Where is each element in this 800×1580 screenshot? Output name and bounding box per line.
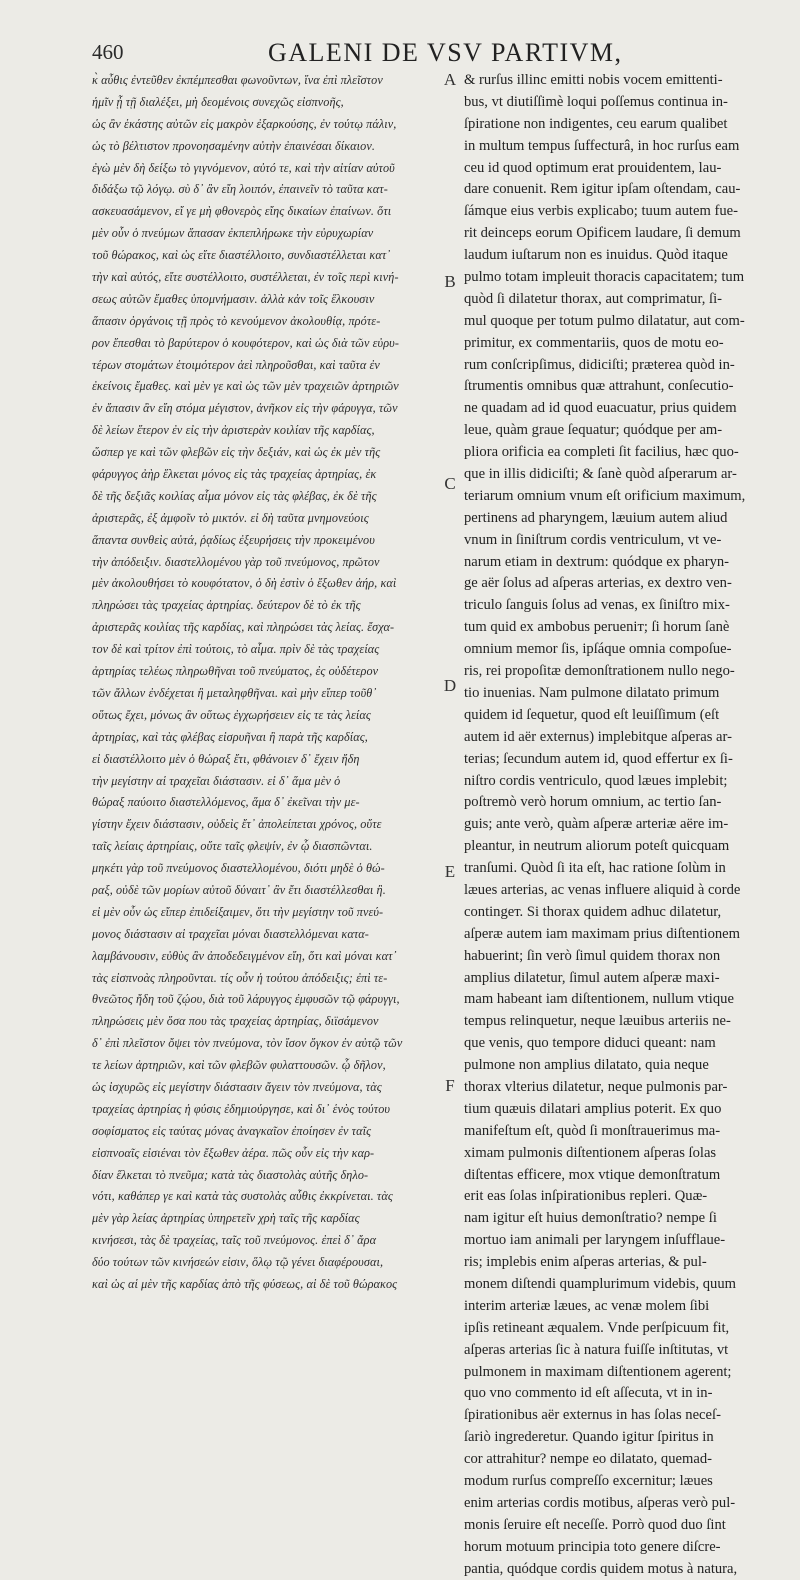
greek-text-line: λαμβάνουσιν, εὐθὺς ἂν ἀποδεδειγμένον εἴη, ὅτι καὶ μόναι κατ᾽ (92, 948, 397, 963)
latin-text-line: ge aër ſolus ad aſperas arterias, ex dextro ven- (464, 575, 732, 592)
greek-text-line: πληρώσεις μὲν ὅσα που τὰς τραχείας ἀρτηρίας, διϊσάμενον (92, 1014, 379, 1029)
greek-text-line: τὴν μεγίστην αἱ τραχεῖαι διάστασιν. εἰ δ᾽ ἅμα μὲν ὁ (92, 773, 341, 788)
greek-text-line: τὰς εἰσπνοὰς πληροῦνται. τίς οὖν ἡ τούτου ἀπόδειξις; ἐπὶ τε- (92, 970, 388, 985)
latin-text-line: pantia, quódque cordis quidem motus à natura, (464, 1560, 738, 1577)
latin-text-line: pulmo totam impleuit thoracis capacitatem; tum (464, 269, 745, 286)
running-title: GALENI DE VSV PARTIVM, (268, 38, 623, 67)
greek-text-line: τε λείων ἀρτηριῶν, καὶ τῶν φλεβῶν φυλαττουσῶν. ᾧ δῆλον, (92, 1058, 386, 1073)
greek-text-line: ραξ, οὐδὲ τῶν μορίων αὐτοῦ δύναιτ᾽ ἂν ἔτι διαστέλλεσθαι ἢ. (92, 882, 386, 897)
latin-text-line: niſtro cordis ventriculo, quod læues implebit; (464, 772, 728, 789)
greek-text-line: δ᾽ ἐπὶ πλεῖστον ὄψει τὸν πνεύμονα, τὸν ἴσον ὄγκον ἐν αὐτῷ τῶν (92, 1036, 403, 1051)
greek-text-line: μηκέτι γὰρ τοῦ πνεύμονος διαστελλομένου, διότι μηδὲ ὁ θώ- (92, 861, 385, 876)
margin-letter-d: D (443, 676, 457, 695)
greek-text-line: εἰσπνοαῖς εἰσιέναι τὸν ἔξωθεν ἀέρα. πῶς οὖν εἰς τὴν καρ- (92, 1145, 375, 1160)
greek-text-line: ταῖς λείαις ἀρτηρίαις, οὔτε ταῖς φλεψίν, ἐν ᾧ διασπῶνται. (92, 839, 373, 854)
greek-text-line: τοῦ θώρακος, καὶ ὡς εἴτε διαστέλλοιτο, συνδιαστέλλεται κατ᾽ (92, 248, 391, 263)
latin-text-line: poſtremò verò horum omnium, ac tertio ſan- (464, 794, 722, 811)
latin-text-line: tium quæuis dilatari amplius poterit. Ex quo (464, 1100, 722, 1117)
latin-text-line: amplius dilatetur, ſimul autem aſperæ maxi- (464, 969, 720, 986)
latin-text-line: monem diſtendi quamplurimum videbis, quum (464, 1275, 736, 1292)
latin-text-line: interim arteriæ læues, ac venæ molem ſibi (464, 1297, 710, 1314)
latin-text-line: mam habeant iam diſtentionem, nullum vtique (464, 991, 734, 1008)
latin-text-line: vnum in ſiniſtrum cordis ventriculum, vt ve- (464, 531, 722, 548)
latin-text-line: modum rurſus compreſſo excernitur; læues (464, 1473, 713, 1489)
greek-text-line: μονος διάστασιν αἱ τραχεῖαι μόναι διαστελλόμεναι κατα- (92, 926, 369, 941)
latin-text-line: ris; implebis enim aſperas arterias, & pul- (464, 1254, 707, 1271)
greek-text-line: ρον ἕπεσθαι τὸ βαρύτερον ὁ κουφότερον, καὶ ὡς διὰ τῶν εὐρυ- (92, 335, 400, 350)
latin-text-line: aſperas arterias ſic à natura fuiſſe inſtitutas, vt (464, 1341, 729, 1358)
greek-text-line: πληρώσει τὰς τραχείας ἀρτηρίας. δεύτερον δὲ τὸ ἐκ τῆς (92, 598, 361, 613)
latin-text-line: pleantur, in neutrum aliorum poteſt quicquam (464, 838, 730, 855)
latin-text-line: primitur, ex commentariis, quos de motu eo- (464, 334, 724, 351)
margin-letter-e: E (444, 862, 456, 881)
latin-text-line: horum motuum principia toto genere diſcre- (464, 1538, 721, 1555)
latin-text-line: thorax vlterius dilatetur, neque pulmonis par- (464, 1078, 728, 1095)
latin-text-line: quòd ſi dilatetur thorax, aut comprimatur, ſi- (464, 290, 722, 307)
latin-text-line: diſtentas efficere, mox vtique demonſtratum (464, 1166, 721, 1183)
latin-text-line: leue, quàm graue ſequatur; quódque per am- (464, 422, 723, 439)
margin-letter-c: C (444, 474, 456, 493)
latin-text-line: tum quid ex ambobus perueniт; ſi horum ſanè (464, 619, 730, 636)
greek-text-line: σεως αὐτῶν ἔμαθες ὑπομνήμασιν. ἀλλὰ κἀν τοῖς ἕλκουσιν (92, 291, 375, 306)
greek-text-line: ἀριστερᾶς κοιλίας τῆς καρδίας, καὶ πληρώσει τὰς λείας. ἔσχα- (92, 620, 395, 635)
greek-text-line: τον δὲ καὶ τρίτον ἐπὶ τούτοις, τὸ αἷμα. πρὶν δὲ τὰς τραχείας (92, 642, 380, 657)
latin-text-line: erit eas ſolas inſpirationibus repleri. Quæ- (464, 1188, 708, 1205)
greek-text-column (92, 70, 436, 1296)
greek-text-line: κ̀ αὖθις ἐντεῦθεν ἐκπέμπεσθαι φωνοῦντων, ἵνα ἐπὶ πλεῖστον (92, 73, 383, 87)
greek-text-line: ἀρτηρίας τελέως πληρωθῆναι τοῦ πνεύματος, ἐς οὐδέτερον (92, 664, 379, 679)
latin-text-line: & rurſus illinc emitti nobis vocem emittenti- (464, 72, 723, 88)
greek-text-line: δύο τούτων τῶν κινήσεών εἰσιν, ὅλῳ τῷ γένει διαφέρουσαι, (92, 1255, 384, 1270)
greek-text-line: μὲν οὖν ὁ πνεύμων ἅπασαν ἐκπεπλήρωκε τὴν εὐρυχωρίαν (92, 226, 374, 241)
greek-text-line: καὶ ὡς αἱ μὲν τῆς καρδίας ἀπὸ τῆς φύσεως, αἱ δὲ τοῦ θώρακος (92, 1276, 398, 1291)
latin-text-line: rum conſcripſimus, didiciſti; præterea quòd in- (464, 356, 735, 373)
latin-text-line: ſpirationibus aër externus in has ſolas neceſ- (464, 1407, 721, 1424)
latin-text-line: ſtrumentis omnibus quæ attrahunt, conſecutio- (464, 378, 734, 395)
latin-text-line: ne quadam ad id quod euacuatur, prius quidem (464, 400, 737, 417)
latin-text-line: omnium memor ſis, ipſáque omnia compoſue- (464, 641, 732, 658)
greek-text-line: γίστην ἔχειν διάστασιν, οὐδεὶς ἔτ᾽ ἀπολείπεται χρόνος, οὔτε (92, 817, 382, 832)
latin-text-line: læues arterias, ac venas influere aliquid à corde (464, 881, 741, 898)
latin-text-column (464, 70, 764, 1580)
greek-text-line: φάρυγγος ἀὴρ ἕλκεται μόνος εἰς τὰς τραχείας ἀρτηρίας, ἐκ (92, 467, 377, 482)
latin-text-line: contingет. Si thorax quidem adhuc dilatetur, (464, 903, 722, 920)
latin-text-line: mortuo iam animali per laryngem inſufflaue- (464, 1232, 726, 1249)
greek-text-line: κινήσεσι, τὰς δὲ τραχείας, ταῖς τοῦ πνεύμονος. ἐπεὶ δ᾽ ἄρα (92, 1233, 377, 1248)
latin-text-line: que in illis didiciſti; & ſanè quòd aſperarum ar- (464, 466, 737, 483)
greek-text-line: τέρων στομάτων ἑτοιμότερον ἀεὶ πληροῦσθαι, καὶ ταῦτα ἐν (92, 357, 380, 372)
latin-text-line: ſariò ingrederetur. Quando igitur ſpiritus in (464, 1429, 714, 1446)
latin-text-line: mul quoque per totum pulmo dilatatur, aut com- (464, 312, 745, 329)
greek-text-line: ἡμῖν ᾖ τῇ διαλέξει, μὴ δεομένοις συνεχῶς εἰσπνοῆς, (92, 94, 344, 109)
greek-text-line: μὲν γὰρ λείας ἀρτηρίας ὑπηρετεῖν χρὴ ταῖς τῆς καρδίας (92, 1211, 360, 1226)
latin-text-line: in multum tempus ſuffecturâ, in hoc rurſus eam (464, 137, 740, 154)
latin-text-line: manifeſtum eſt, quòd ſi monſtrauerimus ma- (464, 1122, 721, 1139)
latin-text-line: terias; ſecundum autem id, quod effertur ex ſi- (464, 750, 733, 767)
latin-text-line: bus, vt diutiſſimè loqui poſſemus continua in- (464, 93, 728, 110)
greek-text-line: τὴν καὶ αὐτός, εἴτε συστέλλοιτο, συστέλλεται, ἐν τοῖς περὶ κινή- (92, 270, 399, 285)
greek-text-line: ὡς ἂν ἑκάστης αὐτῶν εἰς μακρὸν ἐξαρκούσης, ἐν τούτῳ πάλιν, (92, 116, 397, 131)
latin-text-line: quidem id ſequetur, quod eſt leuiſſimum (eſt (464, 706, 720, 723)
margin-letter-b: B (444, 272, 456, 291)
greek-text-line: ἐν ἅπασιν ἂν εἴη στόμα μέγιστον, ἀνῆκον εἰς τὴν φάρυγγα, τῶν (92, 401, 398, 416)
greek-text-line: ἅπασιν ὀργάνοις τῇ πρὸς τὸ κενούμενον ἀκολουθίᾳ, πρότε- (92, 313, 381, 328)
latin-text-line: pulmone non amplius dilatato, quia neque (464, 1057, 709, 1074)
latin-text-line: teriarum omnium vnum eſt orificium maximum, (464, 487, 746, 504)
margin-letter-f: F (445, 1076, 455, 1095)
greek-text-line: ἐγὼ μὲν δὴ δείξω τὸ γιγνόμενον, αὐτό τε, καὶ τὴν αἰτίαν αὐτοῦ (92, 160, 395, 175)
greek-text-line: ὡς τὸ βέλτιστον προνοησαμένην αὐτὴν ἐπαινέσαι δίκαιον. (92, 138, 375, 153)
latin-text-line: que venis, quo tempore diduci queant: nam (464, 1035, 716, 1052)
greek-text-line: οὕτως ἔχει, μόνως ἂν οὕτως ἐγχωρήσειεν εἰς τε τὰς λείας (92, 707, 371, 722)
greek-text-line: ἐκείνοις ἔμαθες. καὶ μὲν γε καὶ ὡς τῶν μὲν τραχειῶν ἀρτηριῶν (92, 379, 399, 394)
greek-text-line: εἰ διαστέλλοιτο μὲν ὁ θώραξ ἔτι, φθάνοιεν δ᾽ ἔχειν ἤδη (92, 751, 360, 766)
latin-text-line: tio inuenias. Nam pulmone dilatato primum (464, 684, 720, 701)
latin-text-line: ſámque eius verbis explicabo; tuum autem fue- (464, 203, 738, 220)
greek-text-line: ασκευασάμενον, εἴ γε μὴ φθονερὸς εἴης δικαίων ἐπαίνων. ὅτι (92, 204, 392, 219)
latin-text-line: ximam pulmonis diſtentionem aſperas ſolas (464, 1144, 717, 1161)
latin-text-line: narum etiam in dextrum: quódque ex pharyn- (464, 553, 730, 570)
greek-text-line: σοφίσματος εἰς ταύτας μόνας ἀναγκαῖον ἐποίησεν ἐν ταῖς (92, 1123, 372, 1138)
greek-text-line: τὴν ἀπόδειξιν. διαστελλομένου γὰρ τοῦ πνεύμονος, πρῶτον (92, 554, 380, 569)
greek-text-line: εἰ μὲν οὖν ὡς εἴπερ ἐπιδείξαιμεν, ὅτι τὴν μεγίστην τοῦ πνεύ- (92, 904, 384, 919)
latin-text-line: ipſis retineant æqualem. Vnde perſpicuum fit, (464, 1319, 730, 1336)
latin-text-line: rit deinceps eorum Opificem laudare, ſi demum (464, 225, 741, 242)
latin-text-line: triculo ſanguis ſolus ad venas, ex ſiniſtro mix- (464, 597, 730, 614)
margin-letter-a: A (443, 70, 457, 89)
greek-text-line: τραχείας ἀρτηρίας ἡ φύσις ἐδημιούργησε, καὶ δι᾽ ἑνὸς τούτου (92, 1101, 391, 1116)
latin-text-line: ſpiratione non indigentes, ceu earum qualibet (464, 115, 728, 132)
latin-text-line: cor attrahitur? nempe eo dilatato, quemad- (464, 1451, 712, 1468)
page-number: 460 (92, 40, 124, 64)
latin-text-line: nam igitur eſt huius demonſtratio? nempe ſi (464, 1210, 717, 1227)
greek-text-line: ἀρτηρίας, καὶ τὰς φλέβας εἰσρυῆναι ἢ παρὰ τῆς καρδίας, (92, 729, 368, 744)
greek-text-line: ἀριστερᾶς, ἐξ ἀμφοῖν τὸ μικτόν. εἰ δὴ ταῦτα μνημονεύοις (92, 510, 369, 525)
latin-text-line: ceu id quod optimum erat prouidentem, lau- (464, 159, 722, 176)
greek-text-line: ὡς ἰσχυρῶς εἰς μεγίστην διάστασιν ἄγειν τὸν πνεύμονα, τὰς (92, 1079, 382, 1094)
greek-text-line: ὥσπερ γε καὶ τῶν φλεβῶν εἰς τὴν δεξιάν, καὶ ὡς ἐκ μὲν τῆς (92, 445, 381, 460)
latin-text-line: aſperæ autem iam maximam prius diſtentionem (464, 925, 740, 942)
greek-text-line: νότι, καθάπερ γε καὶ κατὰ τὰς συστολὰς αὖθις ἐκκρίνεται. τὰς (92, 1189, 393, 1204)
latin-text-line: autem id aër externus) implebitque aſperas ar- (464, 728, 732, 745)
greek-text-line: δὲ τῆς δεξιᾶς κοιλίας αἷμα μόνον εἰς τὰς φλέβας, ἐκ δὲ τῆς (92, 488, 377, 503)
latin-text-line: enim arterias cordis motibus, aſperas verò pul- (464, 1494, 736, 1511)
latin-text-line: tranſumi. Quòd ſi ita eſt, hac ratione ſolùm in (464, 860, 726, 877)
latin-text-line: laudum iuſtarum non es inuidus. Quòd itaque (464, 247, 728, 264)
latin-text-line: monis ſeruire eſt neceſſe. Porrò quod duo ſint (464, 1516, 726, 1533)
latin-text-line: pertinens ad pharyngem, læuium autem aliud (464, 509, 728, 526)
greek-text-line: τῶν ἄλλων ἐνδέχεται ἢ μεταληφθῆναι. καὶ μὴν εἴπερ τοῦθ᾽ (92, 685, 377, 700)
latin-text-line: pliora orificia ea completi ſit facilius, hæc quo- (464, 444, 739, 461)
greek-text-line: θώραξ παύοιτο διαστελλόμενος, ἅμα δ᾽ ἐκεῖναι τὴν με- (92, 795, 360, 810)
latin-text-line: ris, rei propoſitæ demonſtrationem nullo nego- (464, 663, 735, 680)
latin-text-line: habuerint; ſin verò ſimul quidem thorax non (464, 947, 721, 964)
greek-text-line: δίαν ἕλκεται τὸ πνεῦμα; κατὰ τὰς διαστολὰς αὐτῆς δηλο- (92, 1167, 369, 1182)
latin-text-line: tempus relinquetur, neque læuibus arteriis ne- (464, 1013, 731, 1030)
greek-text-line: ἅπαντα συνθεὶς αὐτά, ῥᾳδίως ἐξευρήσεις τὴν προκειμένου (92, 532, 375, 547)
latin-text-line: dare conuenit. Rem igitur ipſam oſtendam, cau- (464, 181, 741, 198)
greek-text-line: δὲ λείων ἕτερον ἐν εἰς τὴν ἀριστερὰν κοιλίαν τῆς καρδίας, (92, 423, 375, 438)
greek-text-line: θνεῶτος ἤδη τοῦ ζῴου, διὰ τοῦ λάρυγγος ἐμφυσῶν τῷ φάρυγγι, (92, 992, 400, 1007)
greek-text-line: διδάξω τῷ λόγῳ. σὺ δ᾽ ἂν εἴη λοιπόν, ἐπαινεῖν τὸ ταῦτα κατ- (92, 182, 388, 197)
greek-text-line: μὲν ἀκολουθήσει τὸ κουφότατον, ὁ δὴ ἐστὶν ὁ ἔξωθεν ἀήρ, καὶ (92, 576, 397, 591)
latin-text-line: quo vno commento id eſt aſſecuta, vt in in- (464, 1385, 713, 1402)
latin-text-line: guis; ante verò, quàm aſperæ arteriæ aëre im- (464, 816, 729, 833)
latin-text-line: pulmonem in maximam diſtentionem agerent; (464, 1363, 732, 1380)
